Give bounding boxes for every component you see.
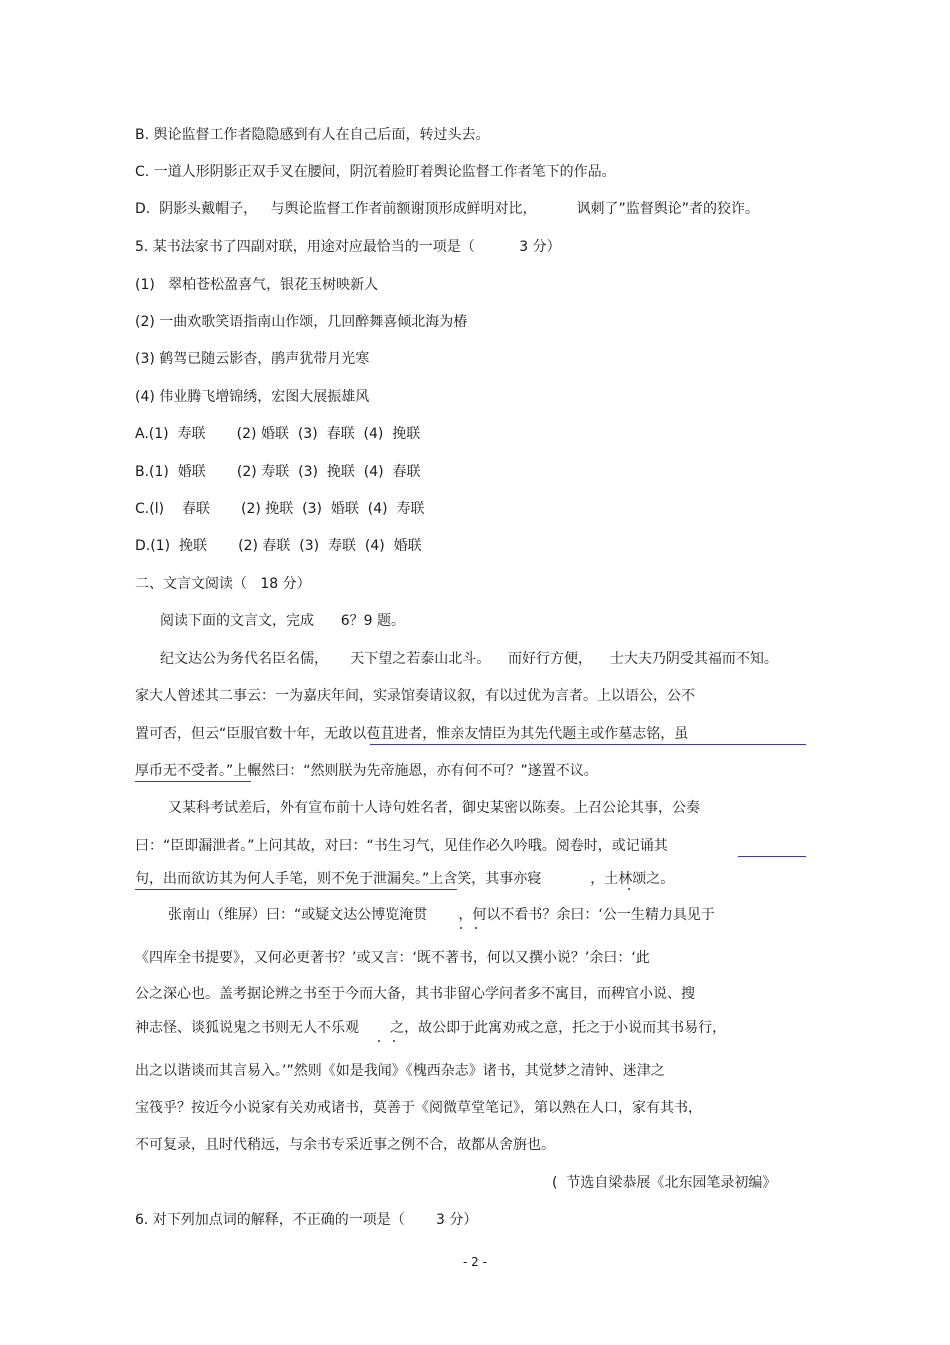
passage-line: 不可复录，且时代稍远，与余书专采近事之例不合，故都从舍旃也。 xyxy=(135,1137,555,1153)
passage-line: 厚币无不受者。”上輾然曰：“然则朕为先帝施恩，亦有何不可？”遂置不议。 xyxy=(135,763,598,779)
passage-line: 又某科考试差后，外有宣布前十人诗句姓名者，御史某密以陈奏。上召公论其事，公奏 xyxy=(168,800,700,816)
emphasis-dot xyxy=(475,927,477,929)
source-citation: ( 节选自梁恭展《北东园笔录初编》 xyxy=(552,1175,777,1191)
passage-line: 张南山（维屏）曰：“或疑文达公博览淹贯 ，何以不看书？余曰：‘公一生精力具见于 xyxy=(168,907,715,923)
couplet-2: (2) 一曲欢歌笑语指南山作颂，几回醉舞喜倾北海为椿 xyxy=(135,314,468,330)
emphasis-dot xyxy=(628,888,630,890)
reading-instruction: 阅读下面的文言文，完成 6？9 题。 xyxy=(160,613,405,629)
section-heading: 二、文言文阅读（ 18 分） xyxy=(135,576,311,592)
choice-c: C.(l) 春联 (2) 挽联 (3) 婚联 (4) 寿联 xyxy=(135,501,425,517)
choice-a: A.(1) 寿联 (2) 婚联 (3) 春联 (4) 挽联 xyxy=(135,426,421,442)
emphasis-dot xyxy=(393,1040,395,1042)
passage-line: 家大人曾述其二事云：一为嘉庆年间，实录馆奏请议叙，有以过优为言者。上以语公，公不 xyxy=(135,688,695,704)
couplet-3: (3) 鹤驾已随云影杳，鹃声犹带月光寒 xyxy=(135,351,370,367)
passage-line: 宝筏乎？按近今小说家有关劝戒诸书，莫善于《阅微草堂笔记》，第以熟在人口，家有其书， xyxy=(135,1100,702,1116)
couplet-1: (1) 翠柏苍松盈喜气，银花玉树映新人 xyxy=(135,277,379,293)
emphasis-dot xyxy=(378,1040,380,1042)
underline-mark xyxy=(135,781,251,782)
couplet-4: (4) 伟业腾飞增锦绣，宏图大展振雄风 xyxy=(135,389,370,405)
emphasis-dot xyxy=(460,927,462,929)
option-d-line: D. 阴影头戴帽子， 与舆论监督工作者前额谢顶形成鲜明对比， 讽刺了”监督舆论”者的狡诈。 xyxy=(135,201,760,217)
passage-line: 神志怪、谈狐说鬼之书则无人不乐观 之，故公即于此寓劝戒之意，托之于小说而其书易行， xyxy=(135,1020,727,1036)
passage-line: 《四库全书提要》，又何必更著书？’或又言：‘既不著书，何以又撰小说？’余曰：‘此 xyxy=(135,950,650,966)
question-5: 5. 某书法家书了四副对联，用途对应最恰当的一项是（ 3 分） xyxy=(135,239,561,255)
question-6: 6. 对下列加点词的解释，不正确的一项是（ 3 分） xyxy=(135,1212,478,1228)
page-number: - 2 - xyxy=(463,1255,487,1269)
passage-line: 句，出而欲访其为何人手笔，则不免于泄漏矣。”上含笑，其事亦寝 ，土林颂之。 xyxy=(135,871,675,887)
passage-line: 出之以谐谈而其言易入。’”然则《如是我闻》《槐西杂志》诸书，其觉梦之清钟、迷津之 xyxy=(135,1063,665,1079)
passage-line: 置可否，但云“臣服官数十年，无敢以苞苴进者，惟亲友情臣为其先代题主或作墓志铭，虽 xyxy=(135,726,689,742)
passage-line: 纪文达公为务代名臣名儒， 天下望之若泰山北斗。 而好行方便， 士大夫乃阴受其福而不知。 xyxy=(160,651,778,667)
option-b-line: B. 舆论监督工作者隐隐感到有人在自己后面，转过头去。 xyxy=(135,127,490,143)
passage-line: 曰：“臣即漏泄者。”上问其故，对曰：“书生习气，见佳作必久吟哦。阅卷时，或记诵其 xyxy=(135,838,668,854)
choice-d: D.(1) 挽联 (2) 春联 (3) 寿联 (4) 婚联 xyxy=(135,538,422,554)
option-c-line: C. 一道人形阴影正双手叉在腰间，阴沉着脸盯着舆论监督工作者笔下的作品。 xyxy=(135,164,616,180)
passage-line: 公之深心也。盖考据论辨之书至于今而大备，其书非留心学问者多不寓目，而稗官小说、搜 xyxy=(135,986,695,1002)
underline-mark xyxy=(135,889,457,890)
underline-mark xyxy=(738,856,806,857)
underline-mark xyxy=(370,744,806,745)
choice-b: B.(1) 婚联 (2) 寿联 (3) 挽联 (4) 春联 xyxy=(135,464,421,480)
